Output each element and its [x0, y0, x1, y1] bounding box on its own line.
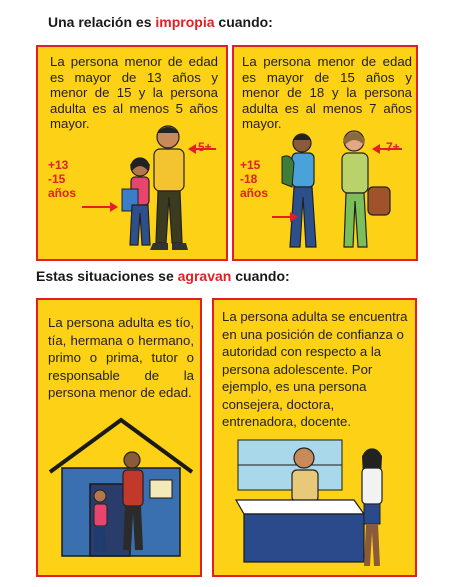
panel-age-13-15: [36, 45, 228, 261]
panel-text: La persona adulta es tío, tía, hermana o hermano, primo o prima, tutor o responsable de la persona menor de edad.: [48, 315, 194, 400]
section-heading-impropia: Una relación es impropia cuando:: [48, 14, 273, 30]
couple-illustration: [234, 47, 418, 261]
panel-family-relation: [36, 298, 202, 577]
adult-age-label: 7+: [386, 140, 400, 154]
minor-age-label-line2: -18: [240, 172, 258, 186]
minor-age-label-line1: +15: [240, 158, 261, 172]
minor-age-label-line1: +13: [48, 158, 69, 172]
office-illustration: [214, 300, 417, 577]
section-heading-agravan: Estas situaciones se agravan cuando:: [36, 268, 290, 284]
panel-text: La persona adulta se encuentra en una posición de confianza o autoridad con respecto a la persona adolescente. Por ejemplo, es una persona consejera, doctora, entrenadora, docente.: [222, 309, 408, 429]
panel-age-15-18: [232, 45, 418, 261]
minor-age-label-line3: años: [48, 186, 77, 200]
highlight-word: impropia: [155, 14, 215, 30]
minor-age-label-line2: -15: [48, 172, 66, 186]
minor-age-label-line3: años: [240, 186, 269, 200]
adult-age-label: 5+: [198, 140, 212, 154]
house-illustration: [38, 300, 202, 577]
panel-text: La persona menor de edad es mayor de 13 años y menor de 15 y la persona adulta es al menos 5 años mayor.: [50, 54, 218, 131]
panel-authority-relation: [212, 298, 417, 577]
highlight-word: agravan: [177, 268, 232, 284]
couple-illustration: [38, 47, 228, 261]
panel-text: La persona menor de edad es mayor de 15 años y menor de 18 y la persona adulta es al menos 7 años mayor.: [242, 54, 412, 131]
